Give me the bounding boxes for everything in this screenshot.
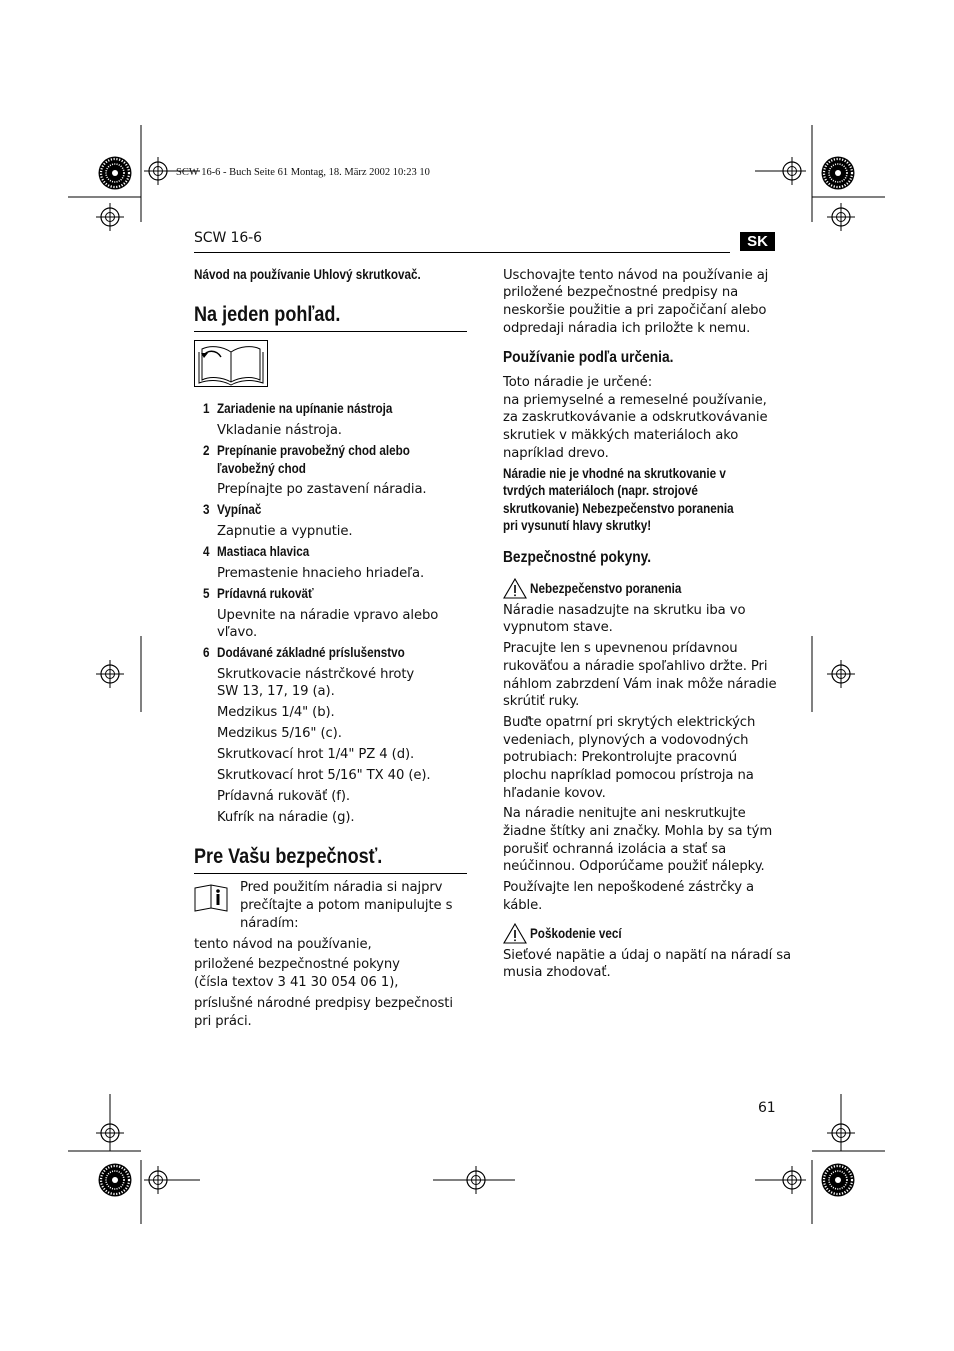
use-line: skrutiek v mäkkých materiáloch ako (503, 428, 739, 443)
injury-line: rukoväťou a náradie spoľahlivo držte. Pri (503, 659, 768, 674)
registration-mark-icon (144, 1166, 172, 1194)
crop-mark-icon (99, 1164, 132, 1197)
registration-mark-icon (827, 660, 855, 688)
registration-mark-icon (778, 1166, 806, 1194)
item-title: Mastiaca hlavica (217, 544, 310, 559)
registration-mark-icon (96, 203, 124, 231)
warning-bold-line: Náradie nie je vhodné na skrutkovanie v (503, 466, 726, 481)
injury-line: náhlom zabrzdení Vám inak môže náradie (503, 677, 777, 692)
item-desc: Zapnutie a vypnutie. (217, 524, 353, 539)
item-desc: Medzikus 5/16" (c). (217, 726, 342, 741)
registration-mark-icon (144, 157, 172, 185)
item-desc: Premastenie hnacieho hriadeľa. (217, 566, 425, 581)
info-line: prečítajte a potom manipulujte s (240, 898, 453, 913)
overview-rule (194, 331, 467, 332)
injury-line: vedeniach, plynových a vodovodných (503, 733, 749, 748)
warning-icon (503, 578, 527, 599)
registration-mark-icon (778, 157, 806, 185)
warning-bold-line: tvrdých materiáloch (napr. strojové (503, 483, 698, 498)
overview-heading: Na jeden pohľad. (194, 303, 341, 326)
injury-line: žiadne štítky ani značky. Mohla by sa tým (503, 824, 773, 839)
injury-line: káble. (503, 898, 543, 913)
item-desc: Prepínajte po zastavení náradia. (217, 482, 427, 497)
item-desc: vľavo. (217, 625, 258, 640)
warning-bold-line: pri vysunutí hlavy skrutky! (503, 518, 652, 533)
header-rule (194, 252, 730, 253)
registration-mark-icon (96, 1119, 124, 1147)
registration-mark-icon (827, 203, 855, 231)
use-heading: Používanie podľa určenia. (503, 349, 674, 366)
crop-mark-icon (822, 1164, 855, 1197)
book-icon (194, 340, 268, 387)
injury-line: Pracujte len s upevnenou prídavnou (503, 641, 738, 656)
keep-line: odpredaji náradia ich priložte k nemu. (503, 321, 751, 336)
item-desc: Kufrík na náradie (g). (217, 810, 355, 825)
info-icon (194, 884, 228, 912)
item-desc: Skrutkovací hrot 1/4" PZ 4 (d). (217, 747, 415, 762)
injury-line: neúčinnou. Odporúčame použiť nálepky. (503, 859, 765, 874)
print-info: SCW 16-6 - Buch Seite 61 Montag, 18. März 2002 10:23 10 (176, 167, 430, 178)
injury-line: porušiť ochranná izolácia a stať sa (503, 842, 727, 857)
use-line: Toto náradie je určené: (503, 375, 653, 390)
registration-mark-icon (96, 660, 124, 688)
keep-line: neskoršie použitie a pri započičaní alebo (503, 303, 767, 318)
item-number: 2 (203, 443, 210, 458)
item-title: Prepínanie pravobežný chod alebo (217, 443, 410, 458)
damage-heading: Poškodenie vecí (530, 926, 622, 941)
item-title: Dodávané základné príslušenstvo (217, 645, 405, 660)
keep-line: priložené bezpečnostné predpisy na (503, 285, 739, 300)
crop-mark-icon (99, 157, 132, 190)
registration-mark-icon (827, 1119, 855, 1147)
injury-heading: Nebezpečenstvo poranenia (530, 581, 682, 596)
read-line: tento návod na používanie, (194, 937, 372, 952)
item-number: 4 (203, 544, 210, 559)
damage-line: musia zhodovať. (503, 965, 611, 980)
read-line: pri práci. (194, 1014, 252, 1029)
keep-line: Uschovajte tento návod na používanie aj (503, 268, 769, 283)
registration-mark-icon (462, 1166, 490, 1194)
language-badge: SK (740, 232, 775, 251)
injury-line: plochu napríklad pomocou prístroja na (503, 768, 754, 783)
use-line: napríklad drevo. (503, 446, 609, 461)
injury-line: skrútiť ruky. (503, 694, 580, 709)
item-number: 1 (203, 401, 210, 416)
safety-instructions-heading: Bezpečnostné pokyny. (503, 549, 652, 566)
item-desc: Skrutkovací hrot 5/16" TX 40 (e). (217, 768, 431, 783)
read-line: priložené bezpečnostné pokyny (194, 957, 400, 972)
safety-heading: Pre Vašu bezpečnosť. (194, 845, 383, 868)
use-line: za zaskrutkovávanie a odskrutkovávanie (503, 410, 768, 425)
use-line: na priemyselné a remeselné používanie, (503, 393, 767, 408)
model-label: SCW 16-6 (194, 230, 262, 246)
item-title: ľavobežný chod (217, 461, 306, 476)
item-desc: Upevnite na náradie vpravo alebo (217, 608, 439, 623)
item-desc: Medzikus 1/4" (b). (217, 705, 335, 720)
injury-line: Náradie nasadzujte na skrutku iba vo (503, 603, 746, 618)
injury-line: Buďte opatrní pri skrytých elektrických (503, 715, 756, 730)
safety-rule (194, 873, 467, 874)
item-number: 5 (203, 586, 210, 601)
item-desc: Skrutkovacie nástrčkové hroty (217, 667, 415, 682)
item-desc: SW 13, 17, 19 (a). (217, 684, 335, 699)
warning-icon (503, 923, 527, 944)
item-desc: Prídavná rukoväť (f). (217, 789, 350, 804)
intro-line: Návod na používanie Uhlový skrutkovač. (194, 267, 421, 282)
warning-bold-line: skrutkovanie) Nebezpečenstvo poranenia (503, 501, 734, 516)
injury-line: Na náradie nenitujte ani neskrutkujte (503, 806, 746, 821)
read-line: príslušné národné predpisy bezpečnosti (194, 996, 453, 1011)
injury-line: hľadanie kovov. (503, 786, 606, 801)
item-title: Prídavná rukoväť (217, 586, 314, 601)
item-title: Vypínač (217, 502, 262, 517)
injury-line: vypnutom stave. (503, 620, 613, 635)
page-number: 61 (758, 1100, 776, 1116)
info-line: Pred použitím náradia si najprv (240, 880, 443, 895)
item-title: Zariadenie na upínanie nástroja (217, 401, 393, 416)
read-line: (čísla textov 3 41 30 054 06 1), (194, 975, 399, 990)
injury-line: potrubiach: Prekontrolujte pracovnú (503, 750, 738, 765)
item-number: 6 (203, 645, 210, 660)
injury-line: Používajte len nepoškodené zástrčky a (503, 880, 754, 895)
crop-mark-icon (822, 157, 855, 190)
damage-line: Sieťové napätie a údaj o napätí na náradí sa (503, 948, 791, 963)
info-line: náradím: (240, 916, 299, 931)
item-desc: Vkladanie nástroja. (217, 423, 342, 438)
item-number: 3 (203, 502, 210, 517)
